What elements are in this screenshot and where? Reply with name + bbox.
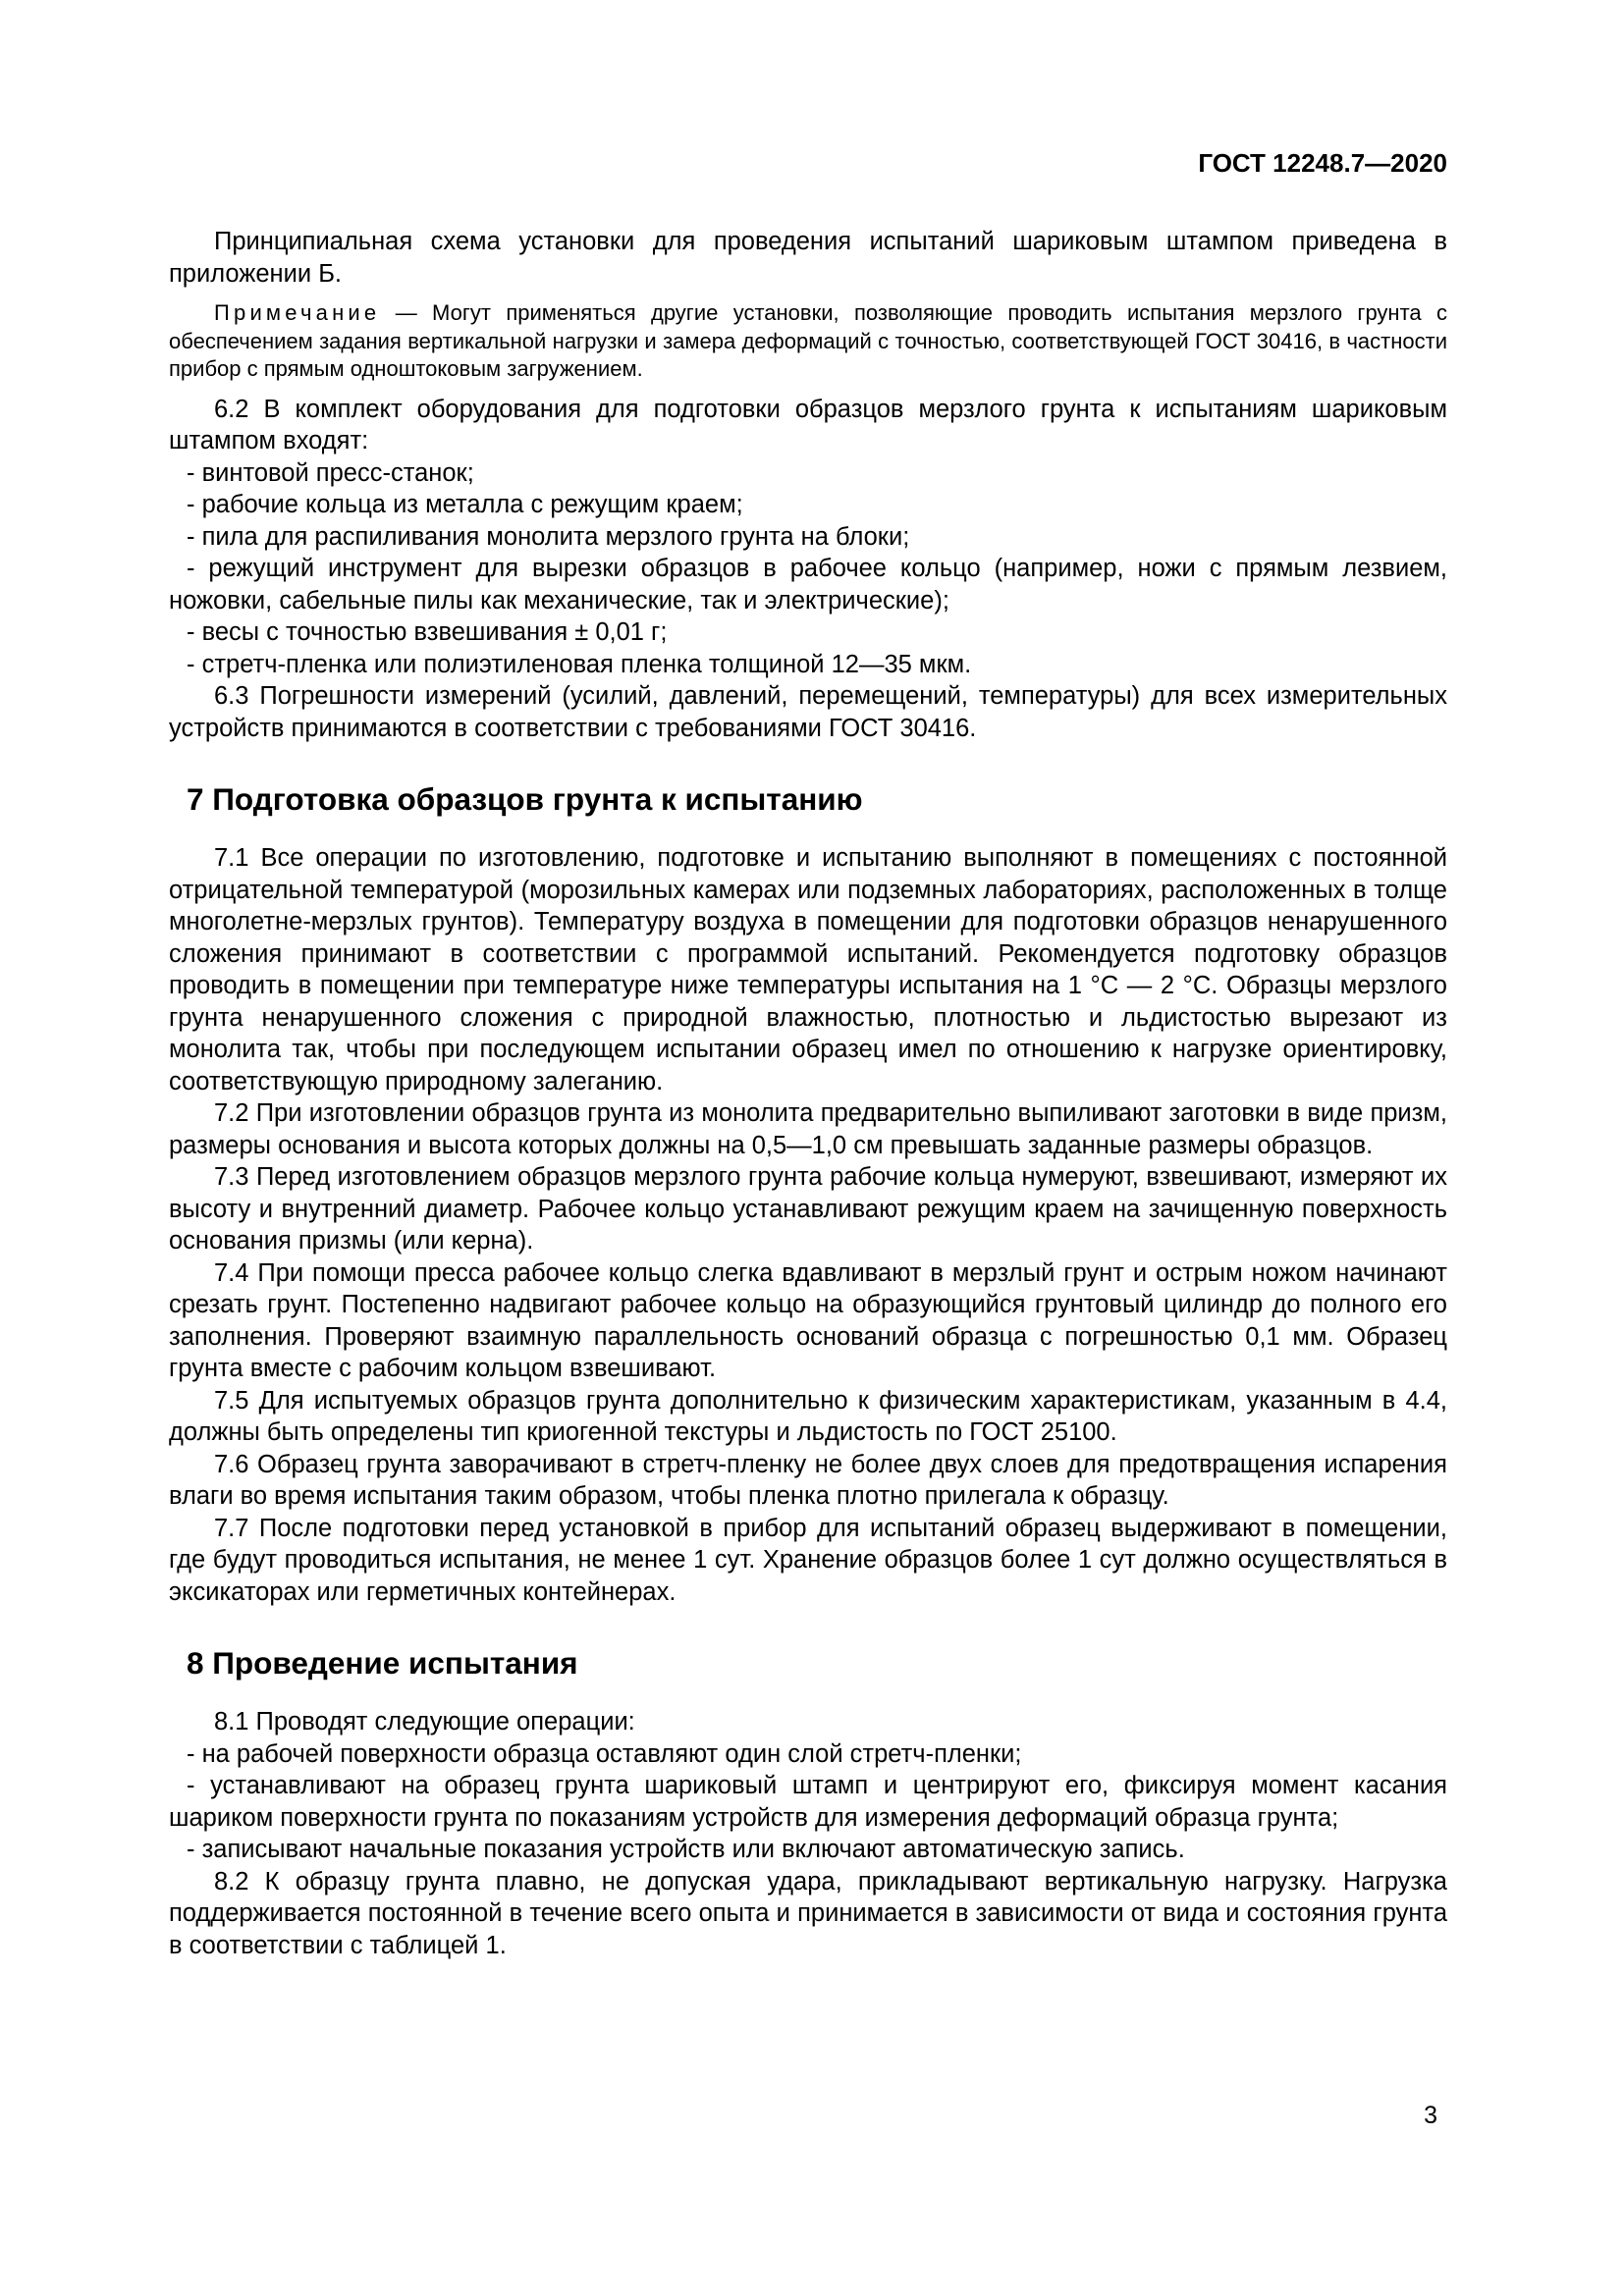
section-heading: 8 Проведение испытания bbox=[187, 1645, 578, 1681]
list-item: - стретч-пленка или полиэтиленовая пленка толщиной 12—35 мкм. bbox=[187, 650, 972, 678]
paragraph: 6.2 В комплект оборудования для подготовки образцов мерзлого грунта к испытаниям шариковым штампом входят: bbox=[169, 395, 1447, 454]
paragraph: 6.3 Погрешности измерений (усилий, давлений, перемещений, температуры) для всех измерительных устройств принимаются в соответствии с требованиями ГОСТ 30416. bbox=[169, 682, 1447, 742]
list-item: - на рабочей поверхности образца оставляют один слой стретч-пленки; bbox=[187, 1739, 1022, 1768]
list-item: - весы с точностью взвешивания ± 0,01 г; bbox=[187, 618, 668, 646]
paragraph: 8.1 Проводят следующие операции: bbox=[214, 1708, 635, 1735]
page-number: 3 bbox=[1424, 2102, 1437, 2129]
paragraph: 7.4 При помощи пресса рабочее кольцо слегка вдавливают в мерзлый грунт и острым ножом начинают срезать грунт. Постепенно надвигают рабочее кольцо на образующийся грунтовый цилиндр до полного его заполнения. Проверяют взаимную параллельность оснований образца с погрешностью 0,1 мм. Образец грунта вместе с рабочим кольцом взвешивают. bbox=[169, 1258, 1447, 1382]
paragraph: 7.3 Перед изготовлением образцов мерзлого грунта рабочие кольца нумеруют, взвешивают, измеряют их высоту и внутренний диаметр. Рабочее кольцо устанавливают режущим краем на зачищенную поверхность основания призмы (или керна). bbox=[169, 1163, 1447, 1255]
list-item: - записывают начальные показания устройств или включают автоматическую запись. bbox=[187, 1836, 1185, 1863]
note-paragraph bbox=[169, 299, 1447, 384]
paragraph: 7.1 Все операции по изготовлению, подготовке и испытанию выполняют в помещениях с постоянной отрицательной температурой (морозильных камерах или подземных лабораториях, расположенных в толще многолетне-мерзлых грунтов). Температуру воздуха в помещении для подготовки образцов ненарушенного сложения принимают в соответствии с программой испытаний. Рекомендуется подготовку образцов проводить в помещении при температуре ниже температуры испытания на 1 °С — 2 °С. Образцы мерзлого грунта ненарушенного сложения с природной влажностью, плотностью и льдистостью вырезают из монолита так, чтобы при последующем испытании образец имел по отношению к нагрузке ориентировку, соответствующую природному залеганию. bbox=[169, 844, 1447, 1095]
note-text: — Могут применяться другие установки, позволяющие проводить испытания мерзлого грунта с обеспечением задания вертикальной нагрузки и замера деформаций с точностью, соответствующей ГОСТ 30416, в частности прибор с прямым одноштоковым загружением. bbox=[169, 300, 1447, 381]
paragraph: 7.5 Для испытуемых образцов грунта дополнительно к физическим характеристикам, указанным в 4.4, должны быть определены тип криогенной текстуры и льдистость по ГОСТ 25100. bbox=[169, 1386, 1447, 1446]
list-item: - рабочие кольца из металла с режущим краем; bbox=[187, 491, 743, 518]
list-item: - устанавливают на образец грунта шариковый штамп и центрируют его, фиксируя момент касания шариком поверхности грунта по показаниям устройств для измерения деформаций образца грунта; bbox=[169, 1772, 1447, 1832]
paragraph: Принципиальная схема установки для проведения испытаний шариковым штампом приведена в приложении Б. bbox=[169, 228, 1447, 288]
paragraph: 8.2 К образцу грунта плавно, не допуская удара, прикладывают вертикальную нагрузку. Нагрузка поддерживается постоянной в течение всего опыта и принимается в зависимости от вида и состояния грунта в соответствии с таблицей 1. bbox=[169, 1867, 1447, 1959]
document-body bbox=[169, 226, 1447, 1961]
document-code-header: ГОСТ 12248.7—2020 bbox=[1198, 148, 1447, 178]
paragraph: 7.7 После подготовки перед установкой в прибор для испытаний образец выдерживают в помещении, где будут проводиться испытания, не менее 1 сут. Хранение образцов более 1 сут должно осуществляться в эксикаторах или герметичных контейнерах. bbox=[169, 1514, 1447, 1606]
section-heading: 7 Подготовка образцов грунта к испытанию bbox=[187, 781, 863, 817]
list-item: - пила для распиливания монолита мерзлого грунта на блоки; bbox=[187, 522, 910, 551]
list-item: - режущий инструмент для вырезки образцов в рабочее кольцо (например, ножи с прямым лезвием, ножовки, сабельные пилы как механические, так и электрические); bbox=[169, 555, 1447, 614]
paragraph: 7.6 Образец грунта заворачивают в стретч-пленку не более двух слоев для предотвращения испарения влаги во время испытания таким образом, чтобы пленка плотно прилегала к образцу. bbox=[169, 1450, 1447, 1510]
note-label: Примечание bbox=[214, 300, 381, 325]
paragraph: 7.2 При изготовлении образцов грунта из монолита предварительно выпиливают заготовки в виде призм, размеры основания и высота которых должны на 0,5—1,0 см превышать заданные размеры образцов. bbox=[169, 1099, 1447, 1159]
list-item: - винтовой пресс-станок; bbox=[187, 458, 474, 487]
